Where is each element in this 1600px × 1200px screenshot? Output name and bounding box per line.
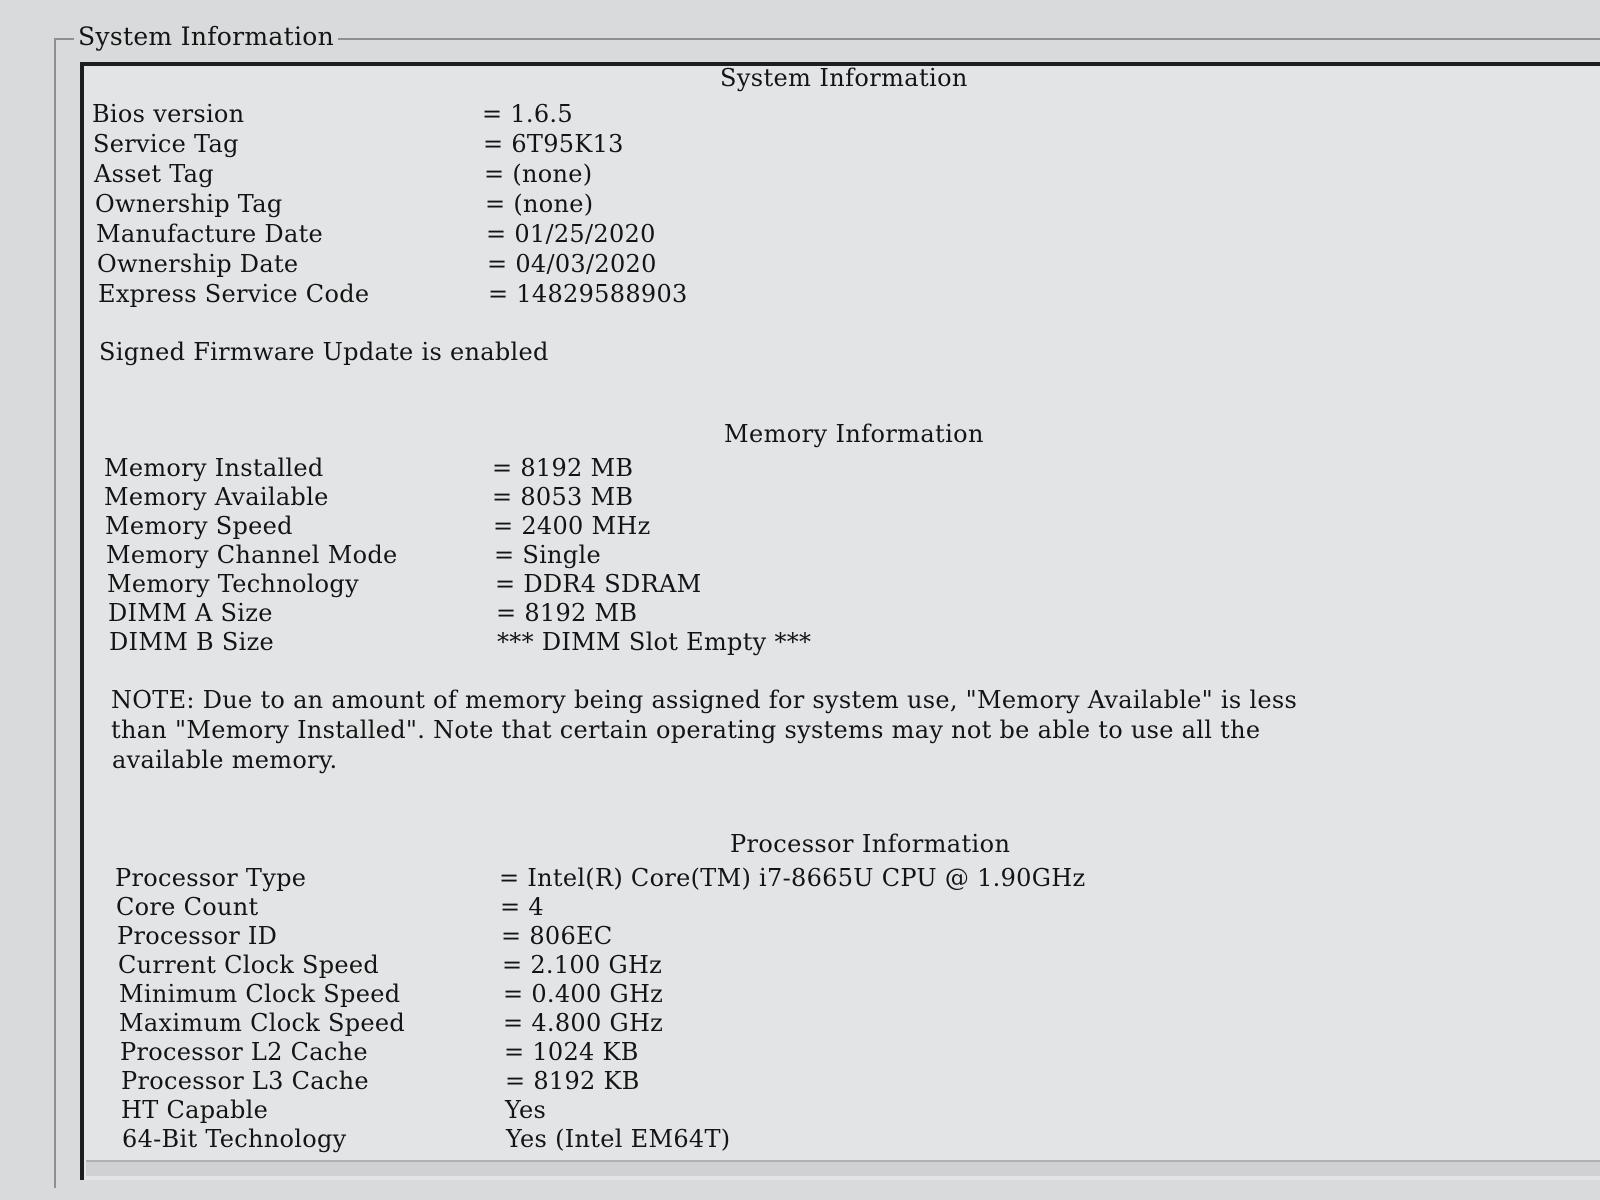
row-label: Memory Available <box>104 483 329 511</box>
groupbox-legend: System Information <box>74 22 338 51</box>
panel-bottom-edge <box>86 1160 1600 1176</box>
row-label: DIMM A Size <box>108 599 273 627</box>
row-value: = (none) <box>484 160 593 188</box>
row-label: Memory Technology <box>107 570 359 598</box>
row-label: HT Capable <box>121 1096 269 1124</box>
row-value: *** DIMM Slot Empty *** <box>497 628 812 656</box>
row-label: Memory Channel Mode <box>106 541 398 569</box>
row-value: = 8192 MB <box>496 599 638 627</box>
row-label: DIMM B Size <box>109 628 275 656</box>
memory-note-line-2: than "Memory Installed". Note that certain operating systems may not be able to use all the <box>111 716 1261 744</box>
row-value: Yes (Intel EM64T) <box>506 1125 731 1153</box>
row-value: = 2.100 GHz <box>502 951 663 979</box>
row-value: = DDR4 SDRAM <box>495 570 702 598</box>
row-value: Yes <box>505 1096 547 1124</box>
row-value: = 4.800 GHz <box>503 1009 664 1037</box>
row-value: = 8192 MB <box>492 454 634 482</box>
memory-note-line-1: NOTE: Due to an amount of memory being assigned for system use, "Memory Available" is less <box>111 686 1298 714</box>
row-label: Memory Speed <box>105 512 293 540</box>
memory-note-line-3: available memory. <box>112 746 338 774</box>
row-label: Express Service Code <box>98 280 370 308</box>
row-label: Memory Installed <box>104 454 324 482</box>
row-value: = (none) <box>485 190 594 218</box>
row-value: = 806EC <box>501 922 613 950</box>
row-label: Maximum Clock Speed <box>119 1009 406 1037</box>
row-value: = 04/03/2020 <box>487 250 657 278</box>
row-value: = 6T95K13 <box>483 130 624 158</box>
signed-firmware-status: Signed Firmware Update is enabled <box>99 338 549 366</box>
row-label: Processor Type <box>115 864 307 892</box>
row-value: = 8192 KB <box>505 1067 640 1095</box>
row-value: = 8053 MB <box>492 483 634 511</box>
row-value: = 2400 MHz <box>493 512 651 540</box>
row-label: 64-Bit Technology <box>122 1125 347 1153</box>
row-label: Ownership Date <box>97 250 299 278</box>
system-information-heading: System Information <box>720 64 968 92</box>
row-label: Manufacture Date <box>96 220 324 248</box>
row-value: = 1024 KB <box>504 1038 639 1066</box>
row-value: = 0.400 GHz <box>503 980 664 1008</box>
memory-information-heading: Memory Information <box>724 420 984 448</box>
row-value: = 14829588903 <box>488 280 688 308</box>
row-label: Asset Tag <box>94 160 214 188</box>
processor-information-heading: Processor Information <box>730 830 1011 858</box>
row-label: Core Count <box>116 893 259 921</box>
row-label: Current Clock Speed <box>118 951 380 979</box>
row-label: Processor L3 Cache <box>121 1067 369 1095</box>
row-value: = Intel(R) Core(TM) i7-8665U CPU @ 1.90GHz <box>499 864 1086 892</box>
row-label: Processor L2 Cache <box>120 1038 368 1066</box>
row-label: Service Tag <box>93 130 239 158</box>
row-value: = 01/25/2020 <box>486 220 656 248</box>
row-value: = 1.6.5 <box>482 100 573 128</box>
row-label: Processor ID <box>117 922 278 950</box>
row-label: Ownership Tag <box>95 190 283 218</box>
row-label: Bios version <box>92 100 245 128</box>
row-label: Minimum Clock Speed <box>119 980 401 1008</box>
row-value: = 4 <box>500 893 544 921</box>
row-value: = Single <box>494 541 601 569</box>
